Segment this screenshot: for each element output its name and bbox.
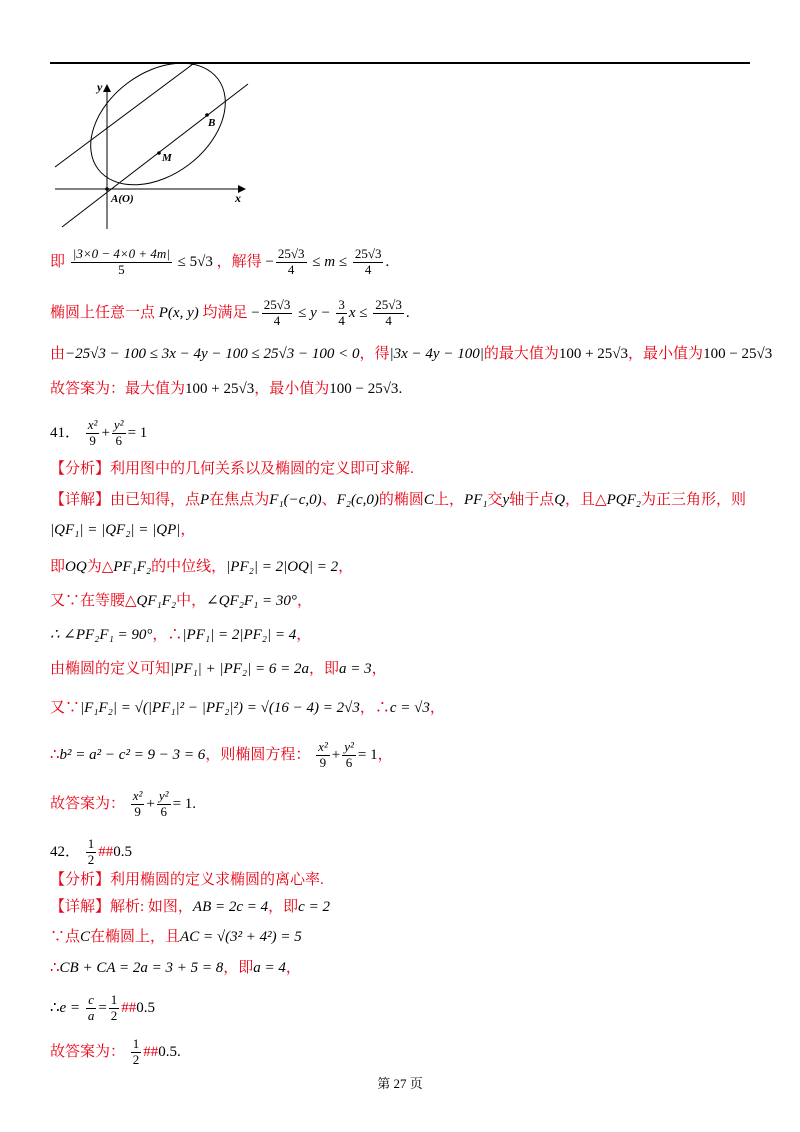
fraction: $\frac{3}{4}$ bbox=[338, 297, 345, 328]
fraction: $\frac{\text{x²}}{9}$ bbox=[87, 417, 98, 448]
tangent-line-upper bbox=[55, 64, 193, 167]
line-4 bbox=[50, 382, 402, 397]
math: 100 − 25√3 bbox=[703, 346, 773, 362]
line-20: ∴CB + CA = 2a = 3 + 5 = 8，即a = 4， bbox=[50, 960, 301, 976]
fraction: $\frac{1}{2}$ bbox=[110, 992, 118, 1023]
line-22: 故答案为： $\frac{1}{2}$ ##0.5. bbox=[50, 1036, 181, 1067]
text: ，解得 bbox=[216, 253, 262, 270]
math: x ≤ bbox=[348, 304, 368, 321]
line-19: ∵点C在椭圆上，且AC = √(3² + 4²) = 5 bbox=[50, 929, 302, 945]
point-m bbox=[157, 151, 161, 155]
line-3 bbox=[50, 347, 772, 362]
line-16: 42． $\frac{1}{2}$ ##0.5 bbox=[50, 836, 133, 867]
line-21: ∴e = $\frac{c}{a}$ = $\frac{1}{2}$ ##0.5 bbox=[50, 992, 156, 1023]
text: 的最大值为 bbox=[483, 346, 559, 362]
text: 即 bbox=[50, 253, 66, 270]
line-18: 【详解】解析: 如图，AB = 2c = 4，即c = 2 bbox=[50, 899, 330, 915]
math: . bbox=[405, 304, 410, 321]
line-10: 又∵在等腰△QF₁F₂中，∠QF₂F₁ = 30°， bbox=[50, 593, 312, 609]
math: P(x, y) bbox=[158, 304, 199, 321]
text: 由 bbox=[50, 346, 66, 362]
math: 100 − 25√3 bbox=[329, 381, 399, 397]
math: 100 + 25√3 bbox=[185, 381, 255, 397]
math: |3x − 4y − 100| bbox=[389, 346, 484, 362]
line-7: 【详解】由已知得，点P在焦点为F₁(−c,0)、F₂(c,0)的椭圆C上，PF₁交y轴于点Q，且△PQF₂为正三角形，则 bbox=[50, 492, 746, 508]
fraction: $\frac{\text{x²}}{9}$ bbox=[318, 739, 328, 770]
line-8: |QF₁| = |QF₂| = |QP|， bbox=[50, 522, 196, 538]
line-2 bbox=[50, 298, 410, 329]
math: −25√3 − 100 ≤ 3x − 4y − 100 ≤ 25√3 − 100 < 0 bbox=[65, 346, 360, 362]
question-number: 41． bbox=[50, 424, 81, 441]
fraction: $\frac{\text{x²}}{9}$ bbox=[132, 788, 143, 819]
point-a-label: A(O) bbox=[111, 193, 134, 205]
math: ≤ y − bbox=[298, 304, 331, 321]
line-5: 41． $\frac{\text{x²}}{9}$ + $\frac{\text{y²}}{6}$ = 1 bbox=[50, 417, 148, 448]
math: − bbox=[251, 304, 260, 321]
fraction: $\frac{\text{y²}}{6}$ bbox=[113, 417, 124, 448]
line-14: ∴b² = a² − c² = 9 − 3 = 6，则椭圆方程： $\frac{\text{x²}}{9}$ + $\frac{\text{y²}}{6}$ = 1， bbox=[50, 739, 393, 770]
text: 故答案为：最大值为 bbox=[50, 381, 186, 397]
x-axis-label: x bbox=[235, 191, 241, 205]
math: 100 + 25√3 bbox=[558, 346, 629, 362]
math: ≤ 5√3 bbox=[177, 253, 213, 270]
line-12: 由椭圆的定义可知|PF₁| + |PF₂| = 6 = 2a，即a = 3， bbox=[50, 661, 387, 677]
line-6 bbox=[50, 462, 414, 477]
line-1 bbox=[50, 247, 389, 278]
fraction: $\frac{1}{2}$ bbox=[87, 836, 95, 867]
text: ，得 bbox=[359, 346, 390, 362]
fraction: $\frac{25√3}{4}$ bbox=[277, 246, 305, 277]
fraction: $\frac{c}{a}$ bbox=[87, 992, 95, 1023]
line-13: 又∵|F₁F₂| = √(|PF₁|² − |PF₂|²) = √(16 − 4) = 2√3，∴c = √3， bbox=[50, 700, 445, 716]
point-m-label: M bbox=[162, 152, 172, 164]
line-17 bbox=[50, 873, 324, 888]
fraction: $\frac{\text{y²}}{6}$ bbox=[344, 739, 354, 770]
point-a bbox=[105, 187, 109, 191]
question-number: 42． bbox=[50, 843, 81, 860]
math: − bbox=[265, 253, 274, 270]
y-axis-arrow bbox=[103, 84, 111, 92]
text: ，最小值为 bbox=[628, 346, 704, 362]
ellipse-figure bbox=[50, 64, 250, 234]
text: ，最小值为 bbox=[254, 381, 330, 397]
fraction: $\frac{25√3}{4}$ bbox=[354, 246, 382, 277]
fraction: $\frac{25√3}{4}$ bbox=[263, 297, 291, 328]
point-b-label: B bbox=[208, 117, 216, 129]
line-11: ∴ ∠PF₂F₁ = 90°，∴|PF₁| = 2|PF₂| = 4， bbox=[50, 627, 312, 643]
line-15: 故答案为： $\frac{\text{x²}}{9}$ + $\frac{\text{y²}}{6}$ = 1. bbox=[50, 788, 197, 819]
page-footer: 第 27 页 bbox=[377, 1076, 423, 1091]
math: ≤ m ≤ bbox=[312, 253, 348, 270]
chord-line-ab bbox=[62, 84, 248, 227]
fraction: $\frac{|3\times 0 - 4\times 0 + 4m|}{5}$ bbox=[72, 246, 170, 277]
text: 均满足 bbox=[202, 304, 248, 321]
y-axis-label: y bbox=[97, 80, 103, 94]
fraction: $\frac{25√3}{4}$ bbox=[375, 297, 402, 328]
math: . bbox=[385, 253, 390, 270]
math: . bbox=[398, 381, 403, 397]
fraction: $\frac{1}{2}$ bbox=[132, 1036, 140, 1067]
line-9: 即OQ为△PF₁F₂的中位线，|PF₂| = 2|OQ| = 2， bbox=[50, 559, 354, 575]
analysis-text: 【分析】利用椭圆的定义求椭圆的离心率. bbox=[50, 872, 324, 888]
fraction: $\frac{\text{y²}}{6}$ bbox=[158, 788, 169, 819]
text: 椭圆上任意一点 bbox=[50, 304, 156, 321]
analysis-text: 【分析】利用图中的几何关系以及椭圆的定义即可求解. bbox=[50, 461, 414, 477]
